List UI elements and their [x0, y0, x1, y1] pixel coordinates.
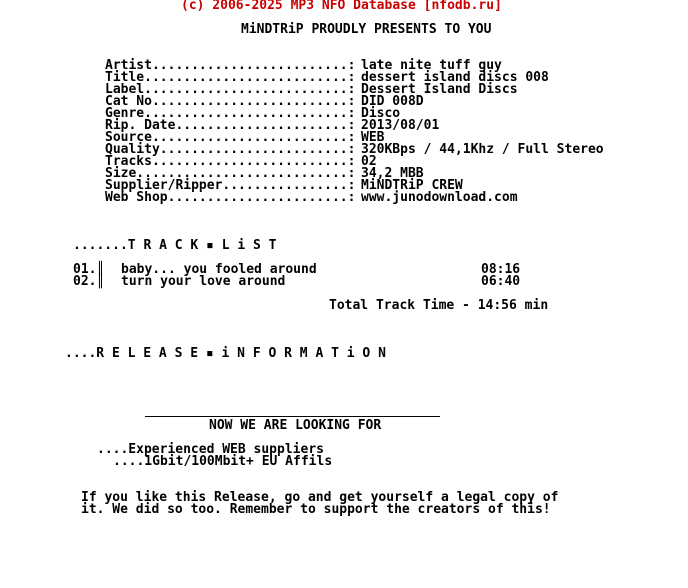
- info-label-source: Source.........................:: [105, 130, 356, 145]
- info-label-webshop: Web Shop.......................:: [105, 190, 356, 205]
- info-label-catno: Cat No.........................:: [105, 94, 356, 109]
- info-value-webshop: www.junodownload.com: [361, 190, 518, 205]
- info-label-title: Title..........................:: [105, 70, 356, 85]
- info-value-title: dessert island discs 008: [361, 70, 549, 85]
- info-value-source: WEB: [361, 130, 385, 145]
- info-label-size: Size...........................:: [105, 166, 356, 181]
- footer-line: it. We did so too. Remember to support the creators of this!: [81, 502, 551, 517]
- presents-line: MiNDTRiP PROUDLY PRESENTS TO YOU: [241, 22, 492, 37]
- info-label-artist: Artist.........................:: [105, 58, 356, 73]
- track-title: turn your love around: [121, 274, 286, 289]
- looking-item: ....Experienced WEB suppliers: [97, 442, 324, 457]
- footer-line: If you like this Release, go and get yourself a legal copy of: [81, 490, 559, 505]
- tracklist-heading: .......T R A C K ▪ L i S T: [73, 238, 277, 253]
- divider-line: [145, 416, 440, 417]
- info-label-quality: Quality........................:: [105, 142, 356, 157]
- info-value-ripdate: 2013/08/01: [361, 118, 440, 133]
- info-value-artist: late nite tuff guy: [361, 58, 502, 73]
- info-value-supplier: MiNDTRiP CREW: [361, 178, 463, 193]
- copyright-line: (c) 2006-2025 MP3 NFO Database [nfodb.ru]: [181, 0, 502, 13]
- info-label-ripdate: Rip. Date......................:: [105, 118, 356, 133]
- info-label-tracks: Tracks.........................:: [105, 154, 356, 169]
- info-value-label: Dessert Island Discs: [361, 82, 518, 97]
- track-title: baby... you fooled around: [121, 262, 317, 277]
- track-number: 02.║: [73, 274, 105, 289]
- track-number: 01.║: [73, 262, 105, 277]
- info-label-genre: Genre..........................:: [105, 106, 356, 121]
- info-value-catno: DID 008D: [361, 94, 424, 109]
- track-time: 06:40: [481, 274, 521, 289]
- looking-item: ....1Gbit/100Mbit+ EU Affils: [113, 454, 333, 469]
- info-value-tracks: 02: [361, 154, 377, 169]
- total-track-time: Total Track Time - 14:56 min: [329, 298, 549, 313]
- looking-heading: NOW WE ARE LOOKING FOR: [209, 418, 382, 433]
- release-info-heading: ....R E L E A S E ▪ i N F O R M A T i O N: [65, 346, 386, 361]
- info-value-genre: Disco: [361, 106, 401, 121]
- info-label-label: Label..........................:: [105, 82, 356, 97]
- info-value-quality: 320KBps / 44,1Khz / Full Stereo: [361, 142, 604, 157]
- info-value-size: 34,2 MBB: [361, 166, 424, 181]
- track-time: 08:16: [481, 262, 521, 277]
- info-label-supplier: Supplier/Ripper................:: [105, 178, 356, 193]
